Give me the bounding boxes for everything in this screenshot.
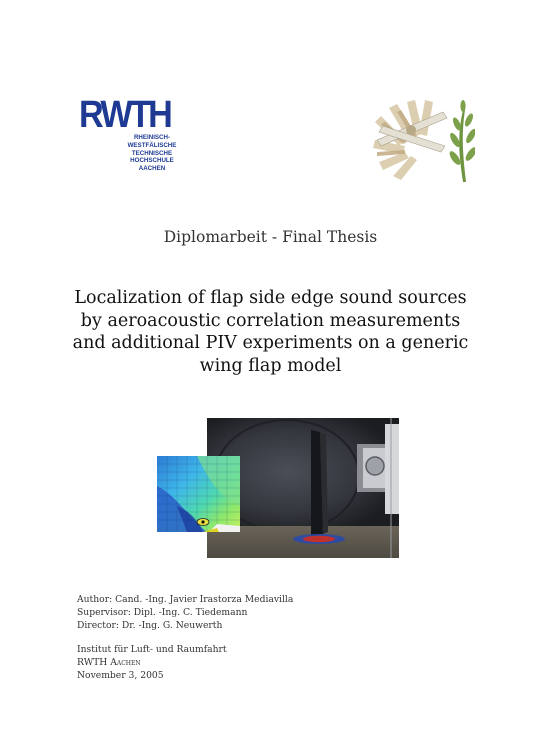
title-line: Localization of flap side edge sound sources xyxy=(74,288,467,308)
university-city: Aachen xyxy=(110,657,141,669)
title-line: wing flap model xyxy=(199,355,342,376)
supervisor-line: Supervisor: Dipl. -Ing. C. Tiedemann xyxy=(77,607,248,619)
institute-emblem-icon xyxy=(371,96,475,182)
rwth-logo-line: HOCHSCHULE xyxy=(130,157,174,165)
rwth-logo-line: WESTFÄLISCHE xyxy=(127,141,177,149)
thesis-title xyxy=(70,287,471,377)
rwth-logo-line: TECHNISCHE xyxy=(131,149,173,157)
title-line: and additional PIV experiments on a generic xyxy=(72,333,469,353)
rwth-logo-subtitle xyxy=(107,134,197,173)
piv-contour-inset xyxy=(157,456,240,532)
people-block xyxy=(77,593,293,633)
thesis-type: Diplomarbeit - Final Thesis xyxy=(163,228,378,246)
title-line: by aeroacoustic correlation measurements xyxy=(80,310,461,331)
rwth-logo-line: AACHEN xyxy=(138,165,166,173)
author-line: Author: Cand. -Ing. Javier Irastorza Mediavilla xyxy=(77,594,294,605)
rwth-logo xyxy=(79,94,194,177)
institute-block xyxy=(77,643,227,683)
university-line xyxy=(77,656,227,669)
rwth-logo-line: RHEINISCH- xyxy=(133,134,171,141)
rwth-wordmark: RWTH xyxy=(79,94,171,136)
university-prefix: RWTH xyxy=(77,657,111,669)
director-line: Director: Dr. -Ing. G. Neuwerth xyxy=(77,620,223,632)
institute-line: Institut für Luft- und Raumfahrt xyxy=(77,644,227,655)
date-line: November 3, 2005 xyxy=(77,670,164,682)
